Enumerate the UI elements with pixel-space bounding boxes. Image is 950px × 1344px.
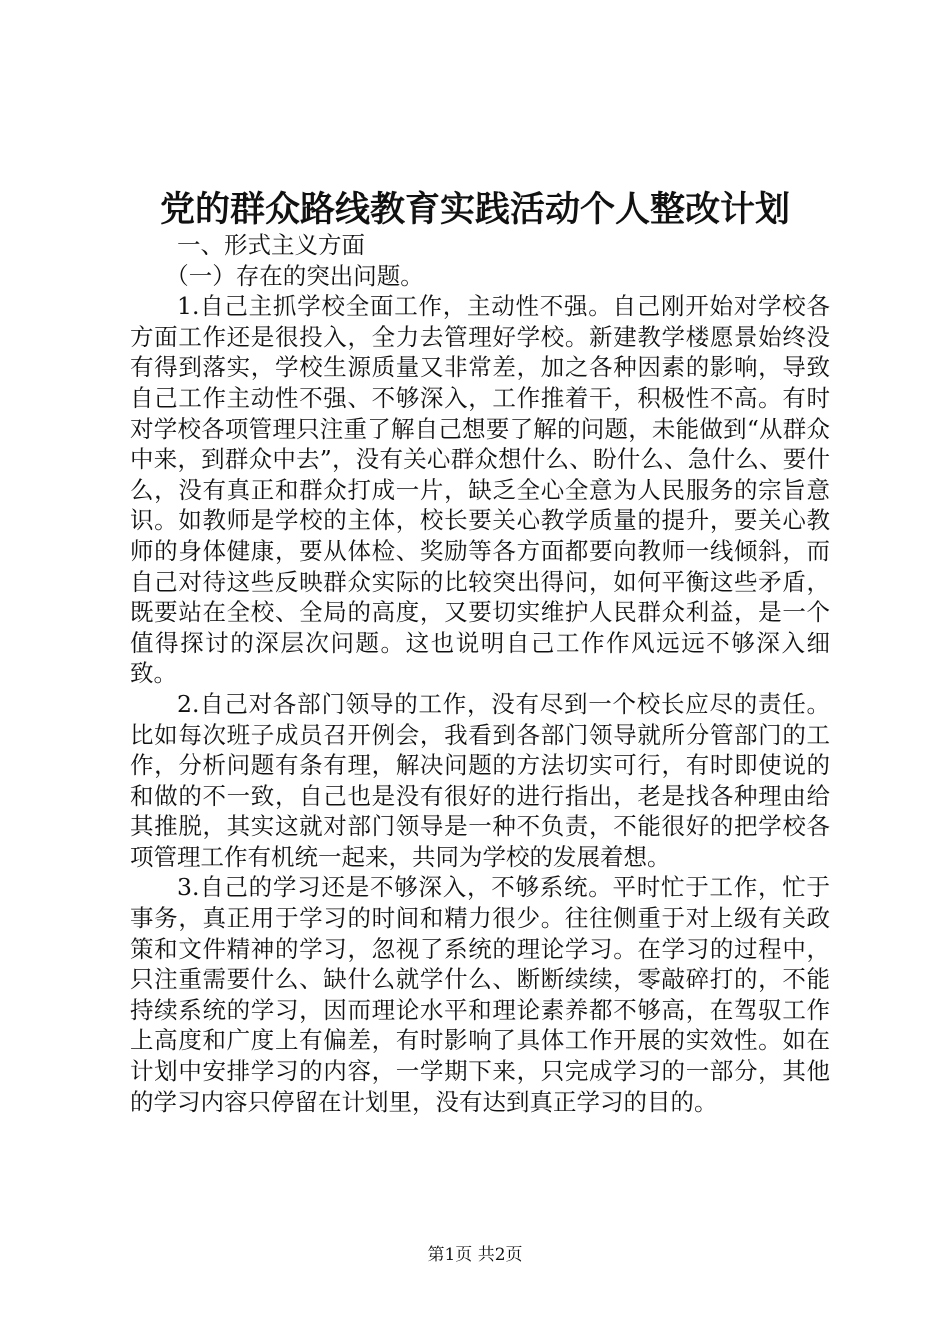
paragraph-2: 2.自己对各部门领导的工作，没有尽到一个校长应尽的责任。比如每次班子成员召开例会，我看到各部门领导就所分管部门的工作，分析问题有条有理，解决问题的方法切实可行，有时即使说的和做的不一致，自己也是没有很好的进行指出，老是找各种理由给其推脱，其实这就对部门领导是一种不负责，不能很好的把学校各项管理工作有机统一起来，共同为学校的发展着想。 <box>130 689 830 871</box>
document-title: 党的群众路线教育实践活动个人整改计划 <box>159 189 790 230</box>
page-footer: 第1页 共2页 <box>427 1245 523 1265</box>
paragraph-3: 3.自己的学习还是不够深入，不够系统。平时忙于工作，忙于事务，真正用于学习的时间和精力很少。往往侧重于对上级有关政策和文件精神的学习，忽视了系统的理论学习。在学习的过程中，只注重需要什么、缺什么就学什么、断断续续，零敲碎打的，不能持续系统的学习，因而理论水平和理论素养都不够高，在驾驭工作上高度和广度上有偏差，有时影响了具体工作开展的实效性。如在计划中安排学习的内容，一学期下来，只完成学习的一部分，其他的学习内容只停留在计划里，没有达到真正学习的目的。 <box>130 873 830 1116</box>
paragraph-1: 1.自己主抓学校全面工作，主动性不强。自己刚开始对学校各方面工作还是很投入，全力去管理好学校。新建教学楼愿景始终没有得到落实，学校生源质量又非常差，加之各种因素的影响，导致自己工作主动性不强、不够深入，工作推着干，积极性不高。有时对学校各项管理只注重了解自己想要了解的问题，未能做到“从群众中来，到群众中去”，没有关心群众想什么、盼什么、急什么、要什么，没有真正和群众打成一片，缺乏全心全意为人民服务的宗旨意识。如教师是学校的主体，校长要关心教学质量的提升，要关心教师的身体健康，要从体检、奖励等各方面都要向教师一线倾斜，而自己对待这些反映群众实际的比较突出得问，如何平衡这些矛盾，既要站在全校、全局的高度，又要切实维护人民群众利益，是一个值得探讨的深层次问题。这也说明自己工作作风远远不够深入细致。 <box>130 292 830 688</box>
document-body <box>130 230 830 1117</box>
subsection-heading: （一）存在的突出问题。 <box>165 261 424 290</box>
section-heading: 一、形式主义方面 <box>177 231 365 259</box>
